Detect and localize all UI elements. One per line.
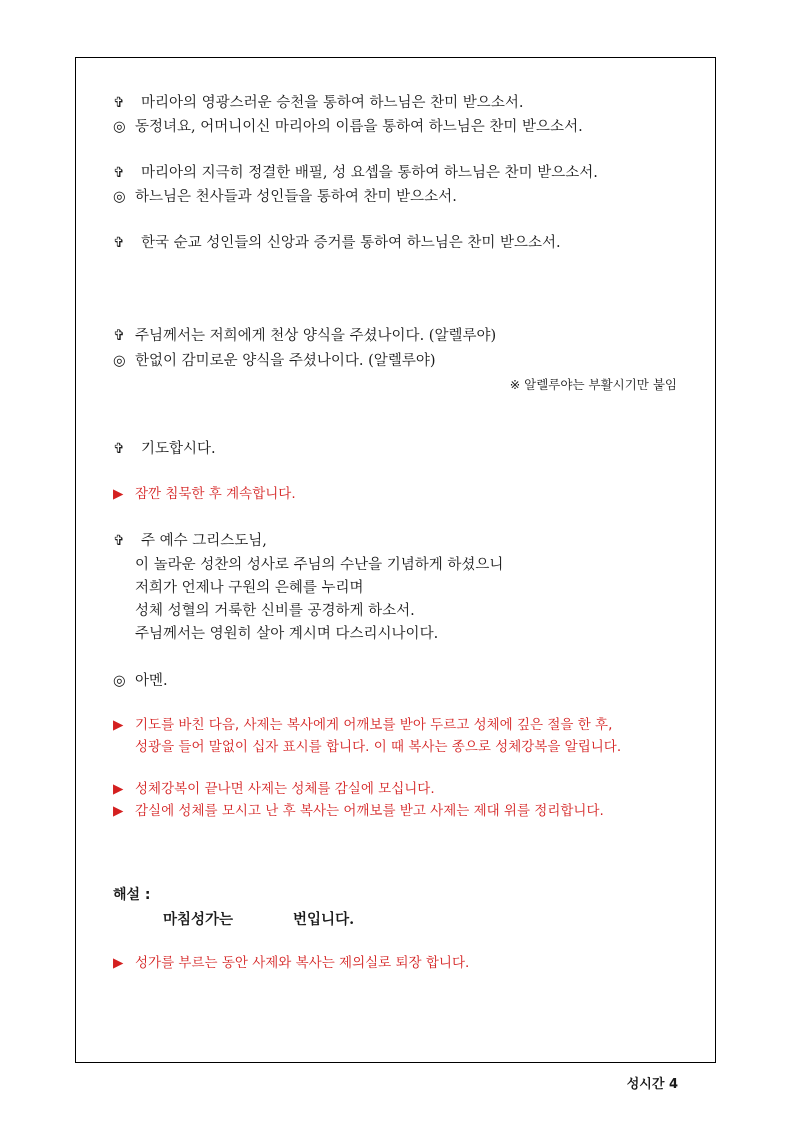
prayer-invite: ✞ 기도합시다. — [113, 441, 216, 457]
rubric-2: ▶ 성체강복이 끝나면 사제는 성체를 감실에 모십니다. — [113, 781, 435, 797]
prayer-line-1: ✞ 주 예수 그리스도님, — [113, 533, 267, 549]
double-circle-icon: ◎ — [113, 119, 126, 135]
rubric-3: ▶ 감실에 성체를 모시고 난 후 복사는 어깨보를 받고 사제는 제대 위를 정리합니다. — [113, 803, 604, 819]
prayer-line-2: 이 놀라운 성찬의 성사로 주님의 수난을 기념하게 하셨으니 — [135, 557, 504, 573]
litany-priest-3: ✞ 한국 순교 성인들의 신앙과 증거를 통하여 하느님은 찬미 받으소서. — [113, 235, 561, 251]
double-circle-icon: ◎ — [113, 189, 126, 205]
rubric-final: ▶ 성가를 부르는 동안 사제와 복사는 제의실로 퇴장 합니다. — [113, 955, 470, 971]
litany-priest-2: ✞ 마리아의 지극히 정결한 배필, 성 요셉을 통하여 하느님은 찬미 받으소서. — [113, 165, 598, 181]
cross-icon: ✞ — [113, 533, 125, 549]
alleluia-note: ※ 알렐루야는 부활시기만 붙임 — [509, 377, 677, 392]
amen: ◎ 아멘. — [113, 673, 168, 689]
rubric-silence: ▶ 잠깐 침묵한 후 계속합니다. — [113, 486, 296, 502]
triangle-right-icon: ▶ — [113, 717, 124, 733]
page-footer: 성시간 4 — [626, 1077, 678, 1092]
bread-people: ◎ 한없이 감미로운 양식을 주셨나이다. (알렐루야) — [113, 353, 436, 369]
cross-icon: ✞ — [113, 441, 125, 457]
closing-hymn: 마침성가는 번입니다. — [163, 911, 355, 928]
triangle-right-icon: ▶ — [113, 803, 124, 819]
cross-icon: ✞ — [113, 165, 125, 181]
commentary-label: 해설 : — [113, 887, 151, 903]
double-circle-icon: ◎ — [113, 673, 126, 689]
triangle-right-icon: ▶ — [113, 486, 124, 502]
prayer-line-3: 저희가 언제나 구원의 은혜를 누리며 — [135, 580, 364, 596]
double-circle-icon: ◎ — [113, 353, 126, 369]
prayer-line-5: 주님께서는 영원히 살아 계시며 다스리시나이다. — [135, 626, 439, 642]
litany-people-1: ◎ 동정녀요, 어머니이신 마리아의 이름을 통하여 하느님은 찬미 받으소서. — [113, 119, 583, 135]
rubric-1-line-2: 성광을 들어 말없이 십자 표시를 합니다. 이 때 복사는 종으로 성체강복을 알립니다. — [135, 739, 622, 755]
cross-icon: ✞ — [113, 328, 126, 344]
litany-priest-1: ✞ 마리아의 영광스러운 승천을 통하여 하느님은 찬미 받으소서. — [113, 95, 524, 111]
cross-icon: ✞ — [113, 95, 125, 111]
rubric-1-line-1: ▶ 기도를 바친 다음, 사제는 복사에게 어깨보를 받아 두르고 성체에 깊은 절을 한 후, — [113, 717, 613, 733]
cross-icon: ✞ — [113, 235, 125, 251]
triangle-right-icon: ▶ — [113, 781, 124, 797]
prayer-line-4: 성체 성혈의 거룩한 신비를 공경하게 하소서. — [135, 603, 415, 619]
triangle-right-icon: ▶ — [113, 955, 124, 971]
bread-priest: ✞ 주님께서는 저희에게 천상 양식을 주셨나이다. (알렐루야) — [113, 328, 497, 344]
litany-people-2: ◎ 하느님은 천사들과 성인들을 통하여 찬미 받으소서. — [113, 189, 457, 205]
